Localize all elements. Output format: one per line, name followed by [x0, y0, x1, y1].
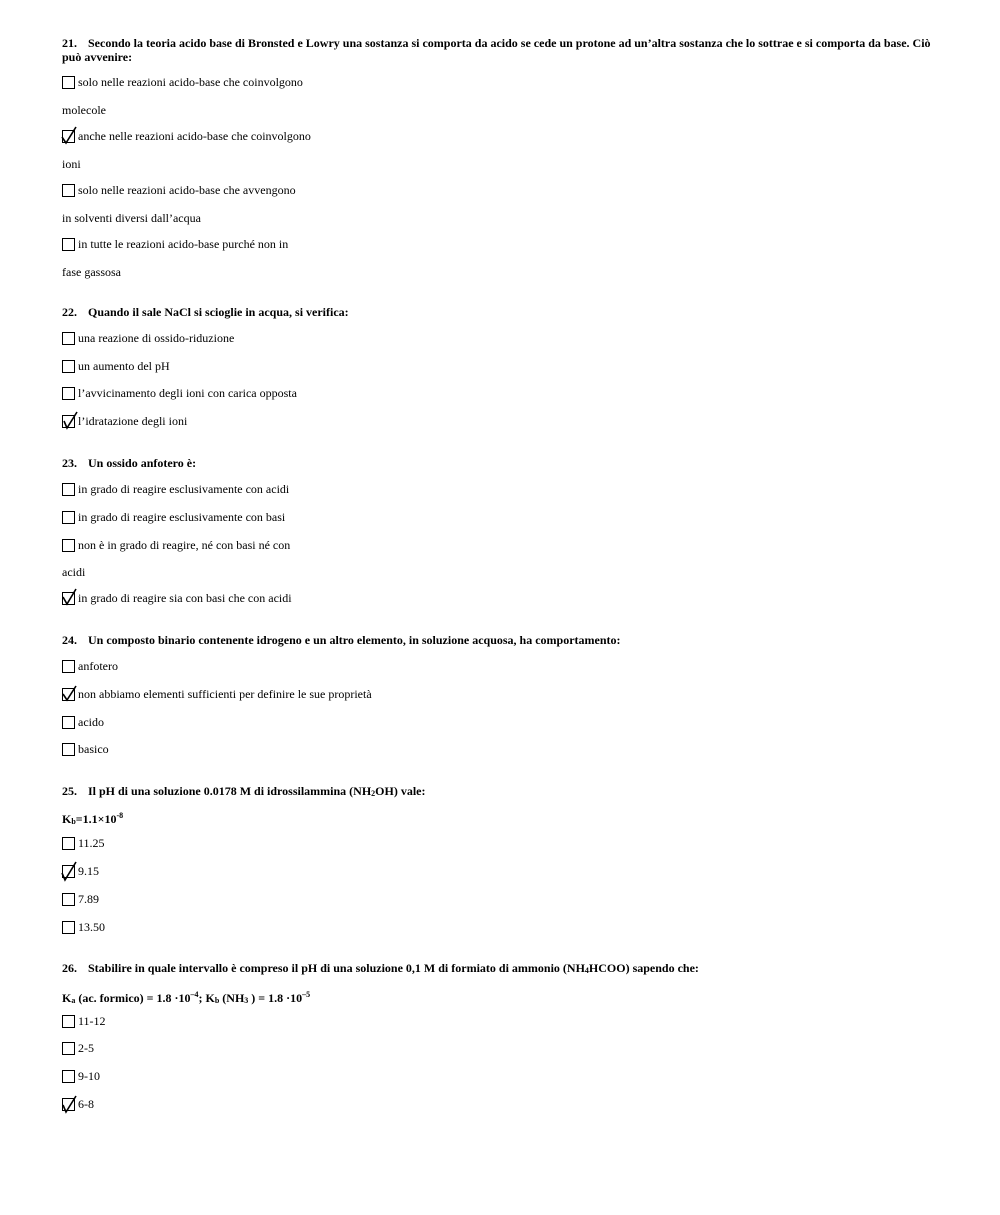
option-22-4[interactable]	[62, 413, 187, 429]
option-23-4[interactable]	[62, 590, 292, 606]
option-21-2[interactable]	[62, 128, 311, 144]
option-22-3[interactable]	[62, 385, 297, 401]
checkbox[interactable]	[62, 483, 75, 496]
option-23-1[interactable]	[62, 481, 289, 497]
checkbox[interactable]	[62, 511, 75, 524]
checkbox[interactable]	[62, 837, 75, 850]
checkbox[interactable]	[62, 716, 75, 729]
question-22-title	[62, 305, 932, 319]
checkbox[interactable]	[62, 76, 75, 89]
checkbox[interactable]	[62, 743, 75, 756]
option-label: 13.50	[78, 919, 105, 934]
checkmark-icon	[61, 588, 79, 608]
question-25-title	[62, 784, 932, 801]
option-label: in grado di reagire esclusivamente con basi	[78, 509, 286, 524]
option-label: 9-10	[78, 1068, 100, 1083]
option-label: 6-8	[78, 1096, 94, 1111]
checkbox-checked[interactable]	[62, 865, 75, 878]
checkbox[interactable]	[62, 539, 75, 552]
question-number: 22.	[62, 305, 77, 319]
option-23-3-continuation: acidi	[62, 565, 86, 579]
option-label: non abbiamo elementi sufficienti per definire le sue proprietà	[78, 686, 372, 701]
question-21-title	[62, 36, 932, 64]
checkbox[interactable]	[62, 387, 75, 400]
question-number: 25.	[62, 784, 77, 798]
question-number: 24.	[62, 633, 77, 647]
checkbox[interactable]	[62, 660, 75, 673]
checkmark-icon	[61, 684, 79, 704]
option-25-2[interactable]	[62, 863, 99, 879]
option-26-1[interactable]	[62, 1013, 106, 1029]
option-label: l’avvicinamento degli ioni con carica opposta	[78, 385, 297, 400]
option-24-1[interactable]	[62, 658, 118, 674]
option-label: solo nelle reazioni acido-base che avvengono	[78, 182, 296, 197]
option-label: solo nelle reazioni acido-base che coinvolgono	[78, 74, 303, 89]
option-26-4[interactable]	[62, 1096, 94, 1112]
option-26-2[interactable]	[62, 1040, 94, 1056]
option-22-2[interactable]	[62, 358, 170, 374]
option-21-4[interactable]	[62, 236, 288, 252]
question-text: Il pH di una soluzione 0.0178 M di idrossilammina (NH2OH) vale:	[88, 784, 426, 798]
option-label: basico	[78, 741, 109, 756]
checkbox[interactable]	[62, 184, 75, 197]
option-25-3[interactable]	[62, 891, 99, 907]
option-21-2-continuation: ioni	[62, 157, 81, 171]
question-text: Un composto binario contenente idrogeno e un altro elemento, in soluzione acquosa, ha comportamento:	[88, 633, 621, 647]
checkbox-checked[interactable]	[62, 688, 75, 701]
option-24-4[interactable]	[62, 741, 109, 757]
option-25-4[interactable]	[62, 919, 105, 935]
option-21-4-continuation: fase gassosa	[62, 265, 121, 279]
option-label: anfotero	[78, 658, 118, 673]
option-label: in tutte le reazioni acido-base purché non in	[78, 236, 289, 251]
question-text: Un ossido anfotero è:	[88, 456, 197, 470]
checkbox-checked[interactable]	[62, 415, 75, 428]
checkbox[interactable]	[62, 332, 75, 345]
checkbox[interactable]	[62, 1015, 75, 1028]
option-label: non è in grado di reagire, né con basi né con	[78, 537, 291, 552]
question-26-title	[62, 961, 932, 978]
question-26-given-data: Ka (ac. formico) = $1.8 \cdot 10^{-4}$; Kb (NH3 ) = $1.8 \cdot 10^{-5}$	[62, 990, 311, 1005]
option-21-1-continuation: molecole	[62, 103, 106, 117]
option-label: 7.89	[78, 891, 99, 906]
checkmark-icon	[61, 861, 79, 883]
option-21-3[interactable]	[62, 182, 296, 198]
checkmark-icon	[61, 1094, 79, 1116]
option-label: una reazione di ossido-riduzione	[78, 330, 235, 345]
checkmark-icon	[61, 411, 79, 431]
option-26-3[interactable]	[62, 1068, 100, 1084]
checkbox-checked[interactable]	[62, 1098, 75, 1111]
option-label: 11.25	[78, 835, 105, 850]
question-number: 26.	[62, 961, 77, 975]
question-text: Secondo la teoria acido base di Bronsted e Lowry una sostanza si comporta da acido se cede un protone ad un’altra sostanza che lo sottrae e si comporta da base. Ciò può avvenire:	[62, 36, 931, 64]
question-text: Stabilire in quale intervallo è compreso il pH di una soluzione 0,1 M di formiato di ammonio (NH4HCOO) sapendo che:	[88, 961, 699, 975]
checkbox[interactable]	[62, 238, 75, 251]
option-24-3[interactable]	[62, 714, 104, 730]
option-label: in grado di reagire esclusivamente con acidi	[78, 481, 290, 496]
question-text: Quando il sale NaCl si scioglie in acqua, si verifica:	[88, 305, 349, 319]
checkbox-checked[interactable]	[62, 130, 75, 143]
checkbox[interactable]	[62, 921, 75, 934]
question-number: 21.	[62, 36, 77, 50]
option-23-2[interactable]	[62, 509, 285, 525]
option-label: un aumento del pH	[78, 358, 170, 373]
option-24-2[interactable]	[62, 686, 372, 702]
option-23-3[interactable]	[62, 537, 290, 553]
question-23-title	[62, 456, 932, 470]
checkbox[interactable]	[62, 1070, 75, 1083]
checkmark-icon	[61, 126, 79, 146]
question-number: 23.	[62, 456, 77, 470]
option-label: anche nelle reazioni acido-base che coinvolgono	[78, 128, 311, 143]
question-24-title	[62, 633, 932, 647]
checkbox[interactable]	[62, 1042, 75, 1055]
checkbox[interactable]	[62, 893, 75, 906]
option-label: in grado di reagire sia con basi che con acidi	[78, 590, 292, 605]
checkbox[interactable]	[62, 360, 75, 373]
option-label: 11-12	[78, 1013, 106, 1028]
option-21-1[interactable]	[62, 74, 303, 90]
option-22-1[interactable]	[62, 330, 234, 346]
option-label: acido	[78, 714, 104, 729]
question-25-given-data: $Kb=1.1\times 10^{-8}$	[62, 811, 124, 826]
option-25-1[interactable]	[62, 835, 105, 851]
option-label: 2-5	[78, 1040, 94, 1055]
option-21-3-continuation: in solventi diversi dall’acqua	[62, 211, 201, 225]
option-label: l’idratazione degli ioni	[78, 413, 188, 428]
option-label: 9.15	[78, 863, 99, 878]
checkbox-checked[interactable]	[62, 592, 75, 605]
